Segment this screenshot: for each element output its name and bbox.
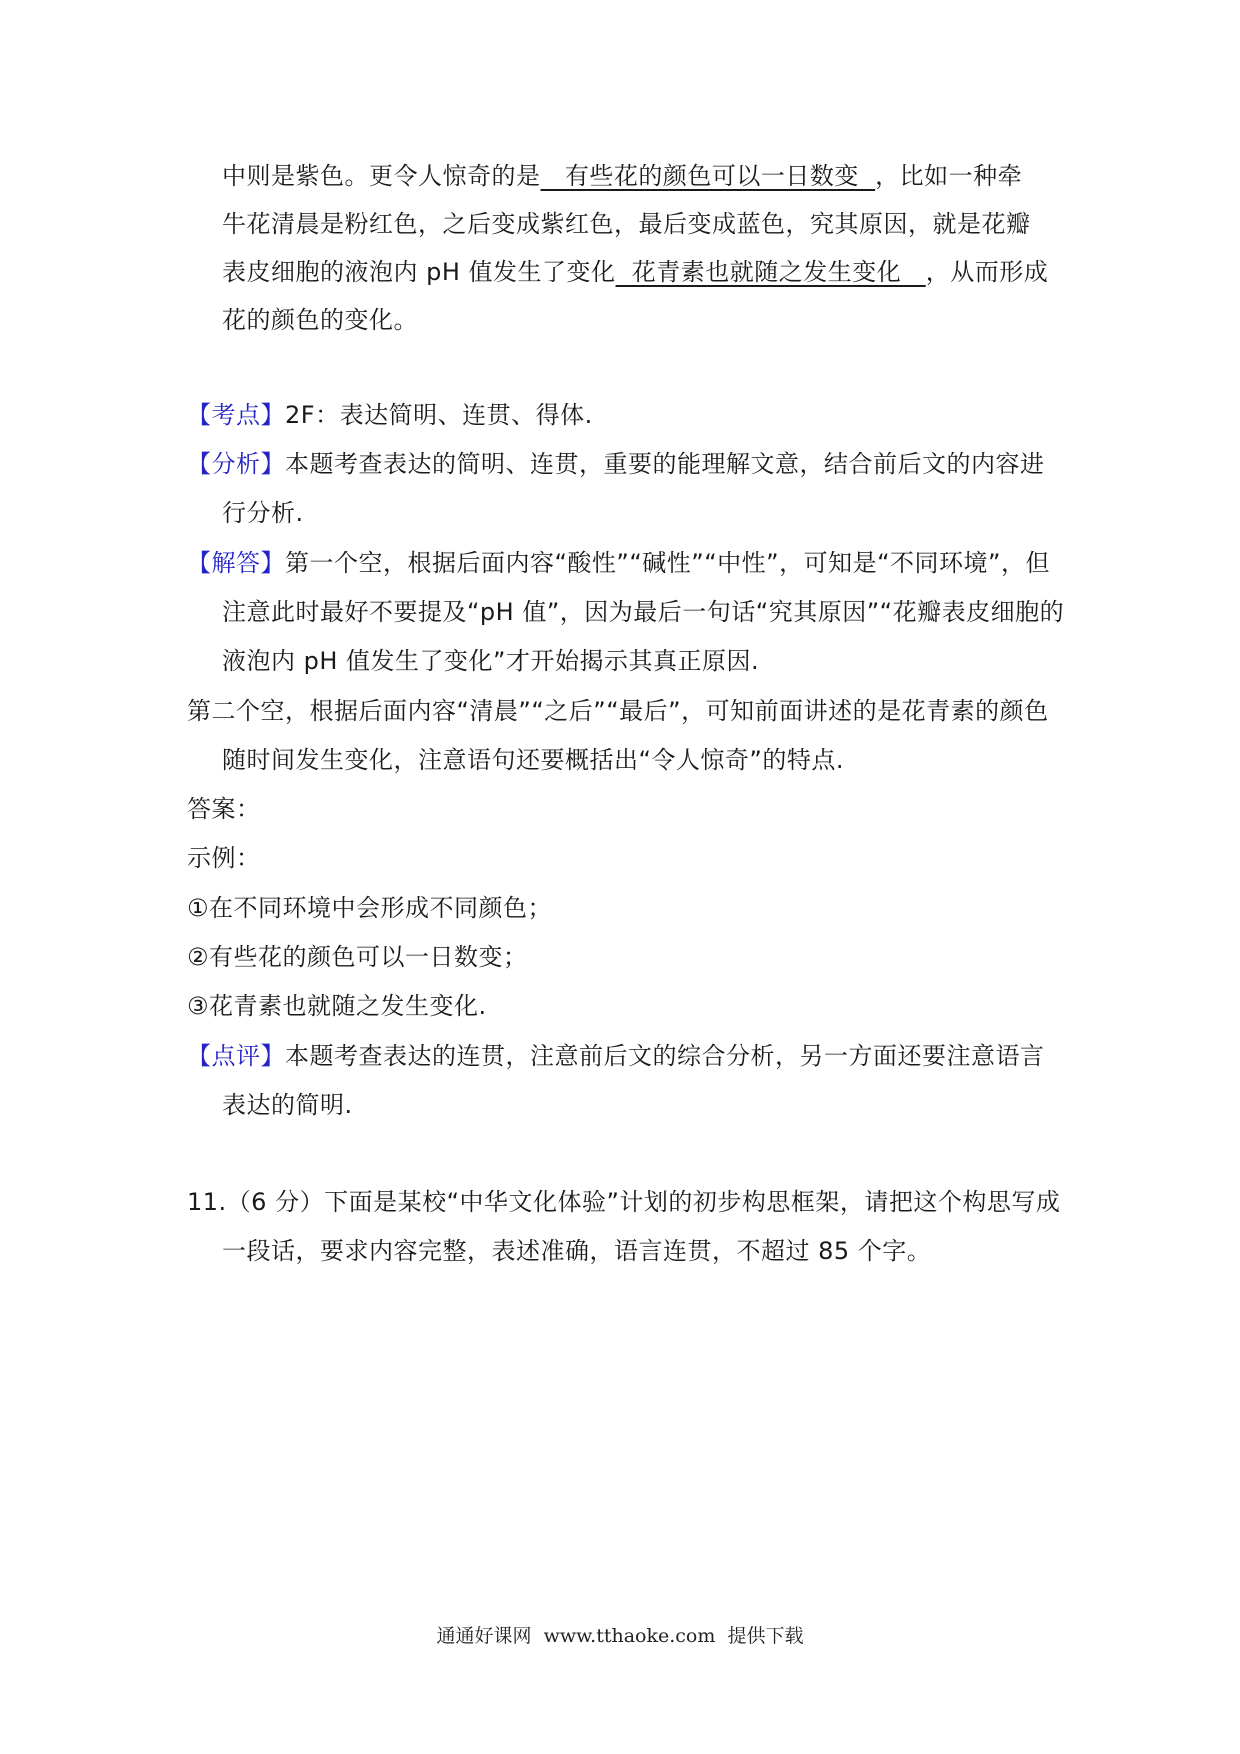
example-label — [187, 842, 261, 874]
paragraph-text: ，比如一种牵 — [875, 162, 1023, 190]
dianping-tag: 【点评】 — [187, 1042, 285, 1070]
jieda-line-3 — [222, 645, 759, 677]
paragraph-line-4 — [222, 304, 418, 336]
question-11-text: 一段话，要求内容完整，表述准确，语言连贯，不超过 85 个字。 — [222, 1237, 932, 1265]
paragraph-text: 中则是紫色。更令人惊奇的是 — [222, 162, 541, 190]
answer-label — [187, 793, 261, 825]
answer-item-2 — [187, 941, 528, 973]
dianping-section — [187, 1040, 1045, 1072]
answer-label-text: 答案： — [187, 795, 261, 823]
dianping-text: 本题考查表达的连贯，注意前后文的综合分析，另一方面还要注意语言 — [285, 1042, 1045, 1070]
answer-blank-3: 花青素也就随之发生变化 — [615, 258, 926, 286]
answer-item-3 — [187, 990, 487, 1022]
jieda-text: 液泡内 pH 值发生了变化”才开始揭示其真正原因. — [222, 647, 760, 675]
kaodian-text: 2F：表达简明、连贯、得体. — [285, 401, 593, 429]
jieda-line-2 — [222, 596, 1064, 628]
second-blank-text: 随时间发生变化，注意语句还要概括出“令人惊奇”的特点. — [222, 746, 844, 774]
jieda-text: 注意此时最好不要提及“pH 值”，因为最后一句话“究其原因”“花瓣表皮细胞的 — [222, 598, 1065, 626]
fenxi-text: 行分析. — [222, 499, 304, 527]
kaodian-section — [187, 399, 593, 431]
question-11-text: 11.（6 分）下面是某校“中华文化体验”计划的初步构思框架，请把这个构思写成 — [187, 1188, 1061, 1216]
paragraph-text: 花的颜色的变化。 — [222, 306, 418, 334]
jieda-section — [187, 547, 1050, 579]
question-11-line-1 — [187, 1186, 1060, 1218]
answer-item-text: ②有些花的颜色可以一日数变； — [187, 943, 528, 971]
paragraph-line-3 — [222, 256, 1048, 288]
page-footer — [0, 1623, 1240, 1649]
fenxi-tag: 【分析】 — [187, 450, 285, 478]
second-blank-text: 第二个空，根据后面内容“清晨”“之后”“最后”，可知前面讲述的是花青素的颜色 — [187, 697, 1049, 725]
paragraph-text: 牛花清晨是粉红色，之后变成紫红色，最后变成蓝色，究其原因，就是花瓣 — [222, 210, 1031, 238]
second-blank-line-1 — [187, 695, 1049, 727]
example-label-text: 示例： — [187, 844, 261, 872]
answer-item-1 — [187, 892, 552, 924]
paragraph-line-2 — [222, 208, 1031, 240]
kaodian-tag: 【考点】 — [187, 401, 285, 429]
second-blank-line-2 — [222, 744, 844, 776]
answer-blank-2: 有些花的颜色可以一日数变 — [540, 162, 876, 190]
question-11-line-2 — [222, 1235, 931, 1267]
dianping-line-2 — [222, 1089, 353, 1121]
fenxi-line-2 — [222, 497, 304, 529]
jieda-text: 第一个空，根据后面内容“酸性”“碱性”“中性”，可知是“不同环境”，但 — [285, 549, 1050, 577]
paragraph-line-1 — [222, 160, 1022, 192]
fenxi-section — [187, 448, 1045, 480]
footer-text: 通通好课网 www.tthaoke.com 提供下载 — [436, 1625, 804, 1647]
answer-item-text: ③花青素也就随之发生变化. — [187, 992, 487, 1020]
paragraph-text: 表皮细胞的液泡内 pH 值发生了变化 — [222, 258, 616, 286]
jieda-tag: 【解答】 — [187, 549, 285, 577]
paragraph-text: ，从而形成 — [925, 258, 1049, 286]
dianping-text: 表达的简明. — [222, 1091, 353, 1119]
answer-item-text: ①在不同环境中会形成不同颜色； — [187, 894, 553, 922]
fenxi-text: 本题考查表达的简明、连贯，重要的能理解文意，结合前后文的内容进 — [285, 450, 1045, 478]
